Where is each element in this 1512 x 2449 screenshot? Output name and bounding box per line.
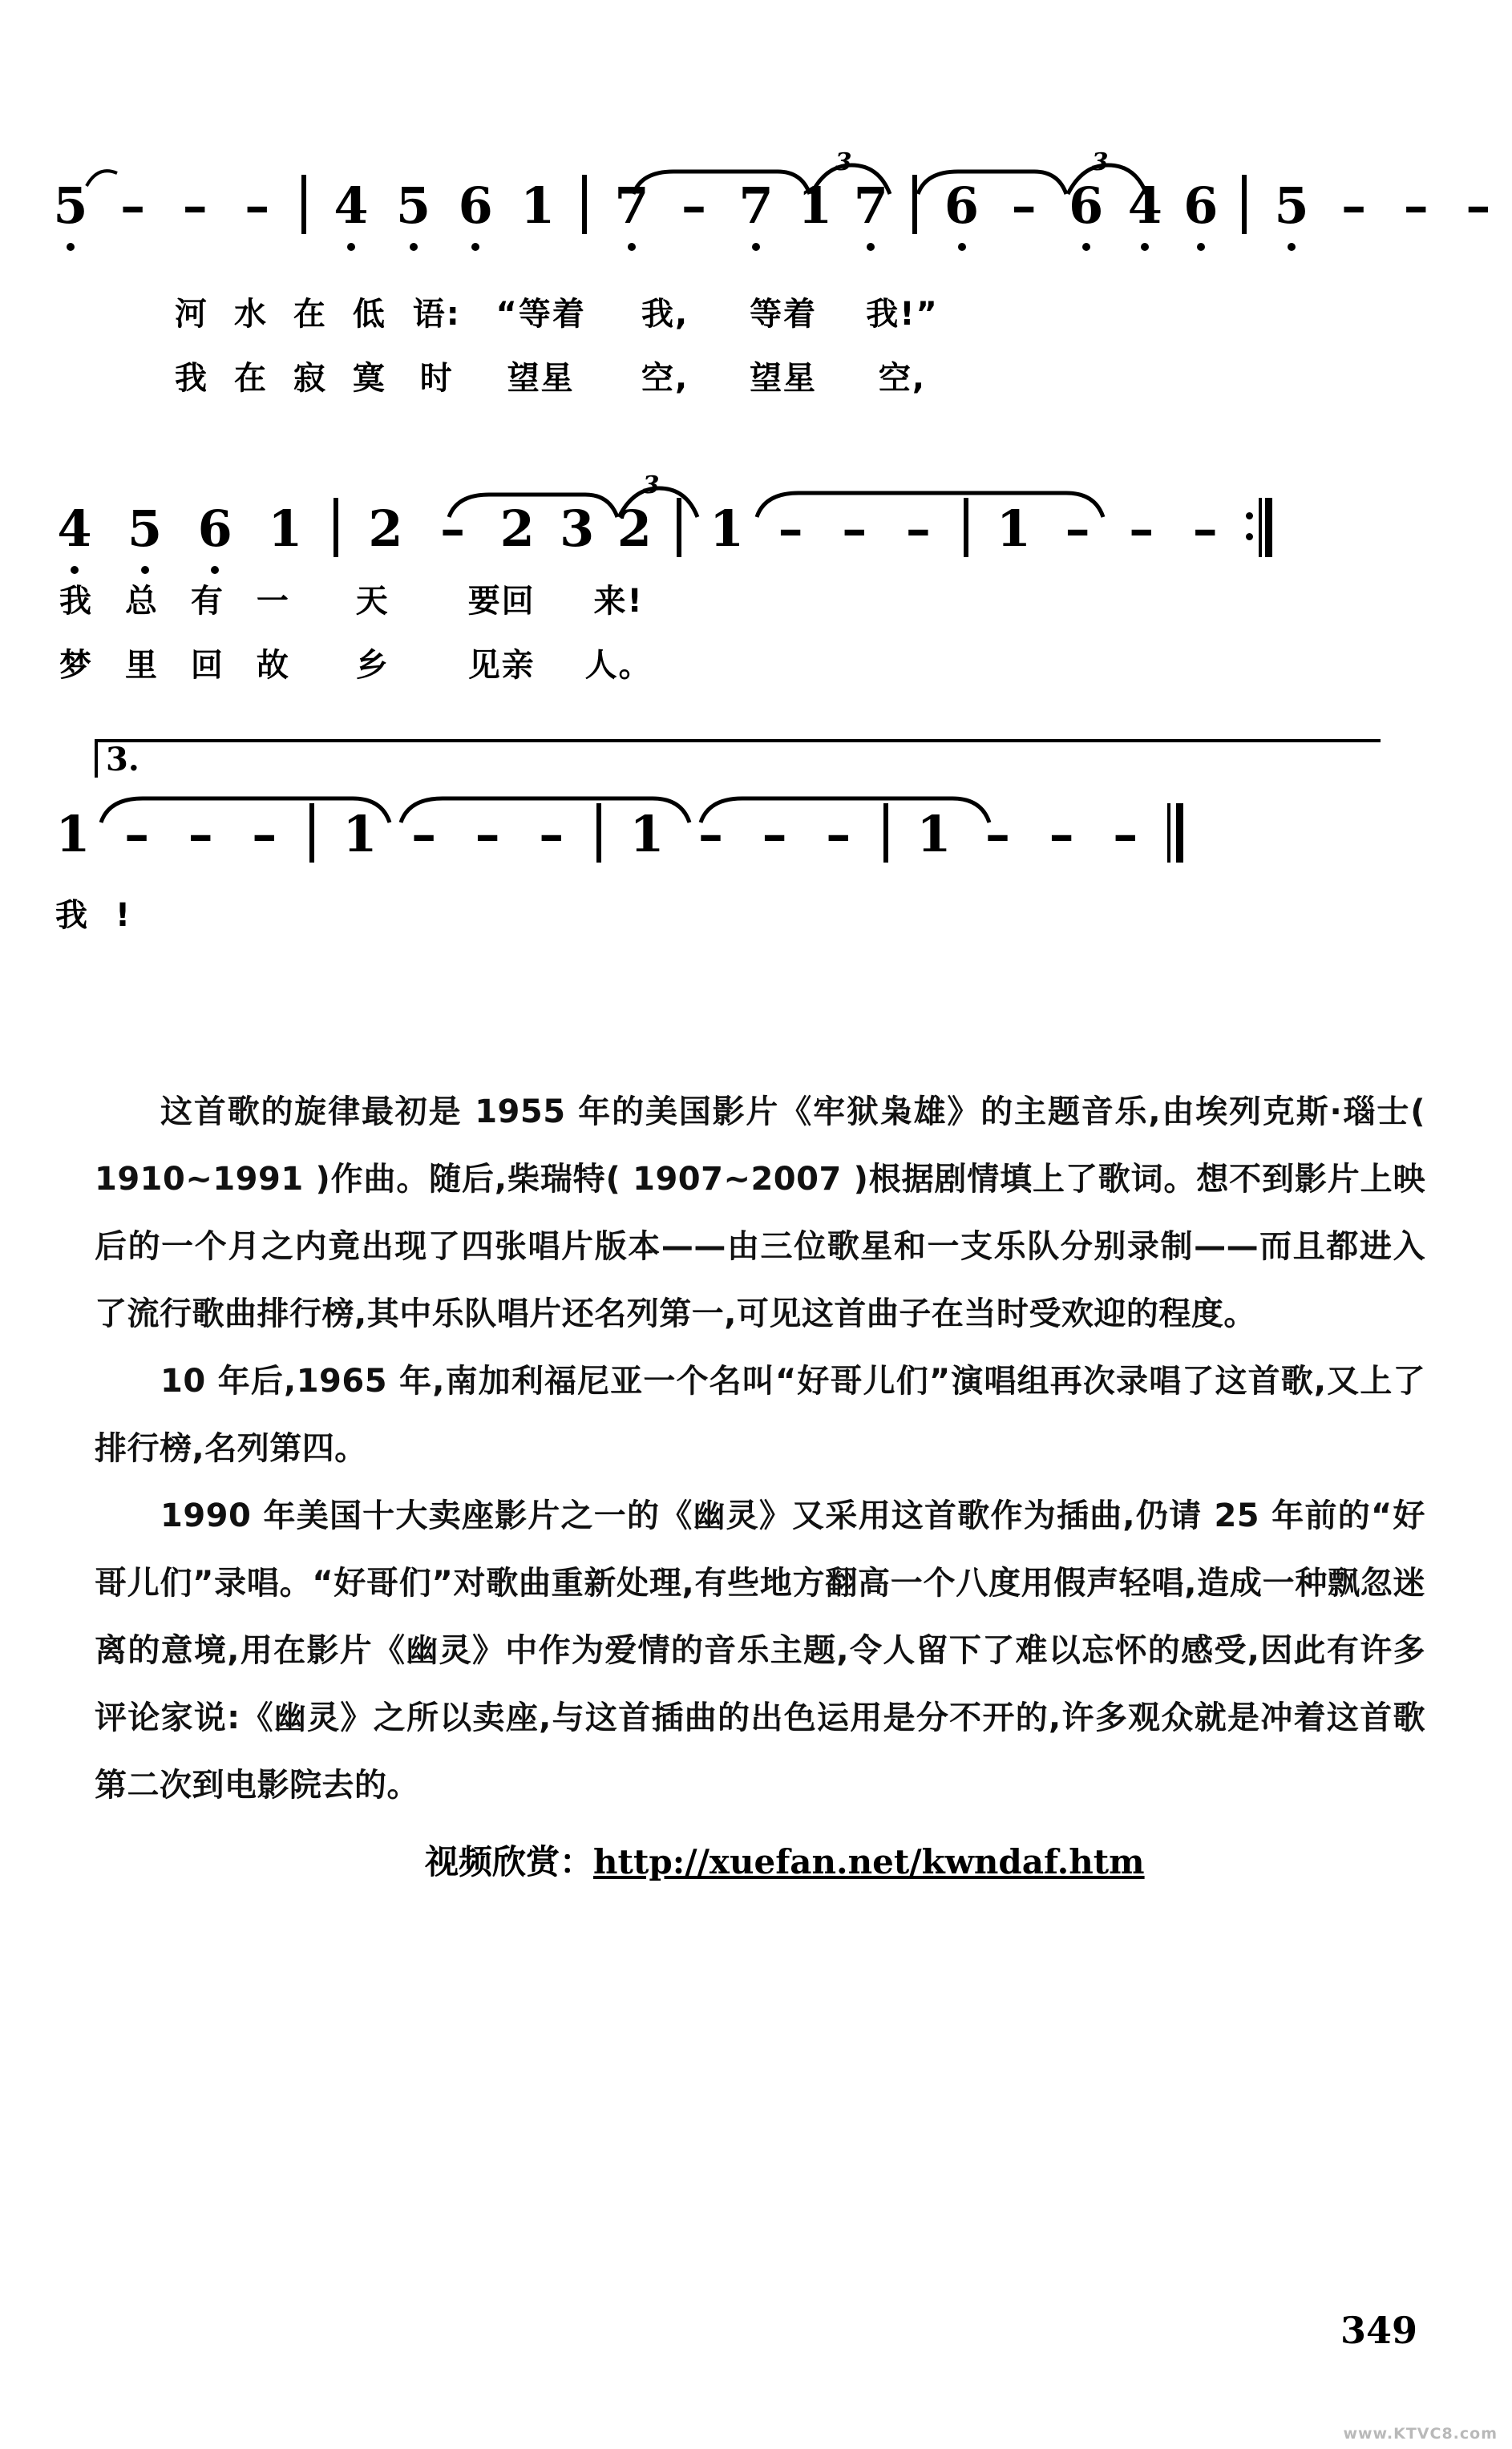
lyric-syllable: 时 bbox=[419, 360, 454, 397]
paragraph-1965: 10 年后,1965 年,南加利福尼亚一个名叫“好哥儿们”演唱组再次录唱了这首歌,又上了排行榜,名列第四。 bbox=[95, 1363, 1425, 1467]
barline bbox=[1242, 175, 1247, 234]
note: 1 bbox=[268, 499, 303, 558]
lyric-syllable: “等着 bbox=[495, 296, 586, 333]
note-dash: – bbox=[182, 176, 208, 235]
note: 4 bbox=[329, 176, 374, 235]
note: 1 bbox=[55, 805, 91, 863]
lyric-syllable: 要回 bbox=[467, 583, 536, 620]
note-dash: – bbox=[778, 499, 803, 558]
lyric-syllable: 河 bbox=[175, 296, 208, 333]
video-label: 视频欣赏： bbox=[425, 1842, 594, 1881]
note-dash: – bbox=[411, 805, 437, 863]
commentary-text bbox=[95, 1078, 1425, 1819]
note-dash: – bbox=[842, 499, 867, 558]
note-dash: – bbox=[1192, 499, 1218, 558]
note: 1 bbox=[709, 499, 745, 558]
staff-3-lyrics-verse-1 bbox=[50, 890, 139, 936]
lyric-syllable: 语: bbox=[412, 296, 461, 333]
lyric-syllable: 在 bbox=[233, 360, 268, 397]
note: 5 bbox=[1269, 176, 1314, 235]
staff-1-notes bbox=[48, 175, 1512, 247]
barline bbox=[301, 175, 306, 234]
lyric-syllable: 我 bbox=[55, 897, 89, 934]
lyric-syllable: 空, bbox=[878, 360, 927, 397]
lyric-syllable: 天 bbox=[355, 583, 390, 620]
barline bbox=[883, 803, 888, 863]
note-dash: – bbox=[188, 805, 213, 863]
note-dash: – bbox=[1049, 805, 1074, 863]
note-dash: – bbox=[826, 805, 851, 863]
lyric-syllable: 来! bbox=[593, 583, 644, 620]
note-dash: – bbox=[475, 805, 500, 863]
lyric-syllable: 在 bbox=[293, 296, 327, 333]
note: 3 bbox=[560, 499, 595, 558]
staff-2-lyrics-verse-2 bbox=[50, 640, 667, 685]
note-dash: – bbox=[1011, 176, 1037, 235]
triplet-mark: 3 bbox=[835, 148, 852, 176]
final-barline bbox=[1166, 803, 1187, 863]
note-dash: – bbox=[1341, 176, 1367, 235]
note: 6 bbox=[1064, 176, 1109, 235]
lyric-syllable: 人。 bbox=[584, 647, 653, 684]
note-dash: – bbox=[124, 805, 150, 863]
barline bbox=[677, 498, 681, 557]
note-dash: – bbox=[905, 499, 931, 558]
note-dash: – bbox=[1403, 176, 1429, 235]
note: 2 bbox=[368, 499, 403, 558]
note-dash: – bbox=[1466, 176, 1491, 235]
lyric-syllable: 我!” bbox=[866, 296, 939, 333]
lyric-syllable: ! bbox=[115, 897, 132, 934]
lyric-syllable: 低 bbox=[352, 296, 386, 333]
note: 1 bbox=[520, 176, 556, 235]
note-dash: – bbox=[698, 805, 724, 863]
note: 2 bbox=[499, 499, 535, 558]
note: 5 bbox=[119, 499, 172, 558]
volta-bracket-3 bbox=[95, 739, 1381, 778]
lyric-syllable: 故 bbox=[256, 647, 290, 684]
lyric-syllable: 梦 bbox=[59, 647, 93, 684]
note: 4 bbox=[48, 499, 101, 558]
staff-2-lyrics-verse-1 bbox=[50, 576, 667, 621]
barline bbox=[596, 803, 601, 863]
lyric-syllable: 一 bbox=[256, 583, 290, 620]
video-link-line bbox=[425, 1836, 1145, 1884]
note: 1 bbox=[629, 805, 665, 863]
repeat-end-barline bbox=[1246, 498, 1273, 557]
triplet-mark: 3 bbox=[642, 471, 660, 499]
barline bbox=[912, 175, 917, 234]
note: 1 bbox=[996, 499, 1032, 558]
note: 6 bbox=[188, 499, 241, 558]
note-dash: – bbox=[539, 805, 564, 863]
site-watermark: www.KTVC8.com bbox=[1343, 2425, 1498, 2443]
note-dash: – bbox=[440, 499, 466, 558]
paragraph-1990: 1990 年美国十大卖座影片之一的《幽灵》又采用这首歌作为插曲,仍请 25 年前的“好哥儿们”录唱。“好哥们”对歌曲重新处理,有些地方翻高一个八度用假声轻唱,造成一种飘忽迷离的意境,用在影片《幽灵》中作为爱情的音乐主题,令人留下了难以忘怀的感受,因此有许多评论家说:《幽灵》之所以卖座,与这首插曲的出色运用是分不开的,许多观众就是冲着这首歌第二次到电影院去的。 bbox=[95, 1497, 1425, 1804]
lyric-syllable: 我 bbox=[59, 583, 93, 620]
lyric-syllable: 乡 bbox=[355, 647, 390, 684]
note-dash: – bbox=[252, 805, 277, 863]
note: 7 bbox=[734, 176, 778, 235]
lyric-syllable: 我, bbox=[641, 296, 689, 333]
note: 6 bbox=[453, 176, 498, 235]
note: 1 bbox=[916, 805, 952, 863]
lyric-syllable: 望星 bbox=[750, 360, 818, 397]
note-dash: – bbox=[1065, 499, 1090, 558]
lyric-syllable: 有 bbox=[190, 583, 224, 620]
note: 6 bbox=[1182, 176, 1220, 235]
barline bbox=[582, 175, 587, 234]
note: 5 bbox=[48, 176, 93, 235]
note-dash: – bbox=[1129, 499, 1154, 558]
note-dash: – bbox=[1113, 805, 1138, 863]
staff-1-lyrics-verse-1 bbox=[168, 289, 955, 334]
note: 6 bbox=[940, 176, 984, 235]
note: 5 bbox=[391, 176, 436, 235]
page-number: 349 bbox=[1340, 2309, 1417, 2352]
note: 7 bbox=[851, 176, 890, 235]
note: 7 bbox=[609, 176, 654, 235]
lyric-syllable: 空, bbox=[641, 360, 689, 397]
paragraph-origin: 这首歌的旋律最初是 1955 年的美国影片《牢狱枭雄》的主题音乐,由埃列克斯·瑙士( 1910~1991 )作曲。随后,柴瑞特( 1907~2007 )根据剧情填上了歌词。想不到影片上映后的一个月之内竟出现了四张唱片版本——由三位歌星和一支乐队分别录制——而且都进入了流行歌曲排行榜,其中乐队唱片还名列第一,可见这首曲子在当时受欢迎的程度。 bbox=[95, 1093, 1425, 1332]
lyric-syllable: 回 bbox=[190, 647, 224, 684]
note-dash: – bbox=[681, 176, 707, 235]
note-dash: – bbox=[245, 176, 270, 235]
lyric-syllable: 我 bbox=[175, 360, 208, 397]
note: 1 bbox=[342, 805, 378, 863]
lyric-syllable: 见亲 bbox=[467, 647, 536, 684]
volta-label: 3. bbox=[106, 741, 139, 778]
barline bbox=[309, 803, 314, 863]
note-dash: – bbox=[120, 176, 146, 235]
lyric-syllable: 寞 bbox=[352, 360, 386, 397]
note-dash: – bbox=[762, 805, 787, 863]
lyric-syllable: 望星 bbox=[507, 360, 575, 397]
staff-3-notes bbox=[50, 803, 1512, 875]
barline bbox=[964, 498, 968, 557]
note-dash: – bbox=[985, 805, 1010, 863]
lyric-syllable: 里 bbox=[124, 647, 159, 684]
lyric-syllable: 水 bbox=[233, 296, 268, 333]
barline bbox=[334, 498, 338, 557]
video-url-link[interactable]: http://xuefan.net/kwndaf.htm bbox=[593, 1842, 1145, 1881]
note: 4 bbox=[1126, 176, 1164, 235]
staff-1-lyrics-verse-2 bbox=[168, 353, 955, 398]
triplet-mark: 3 bbox=[1091, 148, 1109, 176]
lyric-syllable: 等着 bbox=[750, 296, 818, 333]
lyric-syllable: 寂 bbox=[293, 360, 327, 397]
note: 1 bbox=[798, 176, 833, 235]
lyric-syllable: 总 bbox=[124, 583, 159, 620]
staff-2-notes bbox=[48, 498, 1512, 570]
note: 2 bbox=[617, 499, 652, 558]
